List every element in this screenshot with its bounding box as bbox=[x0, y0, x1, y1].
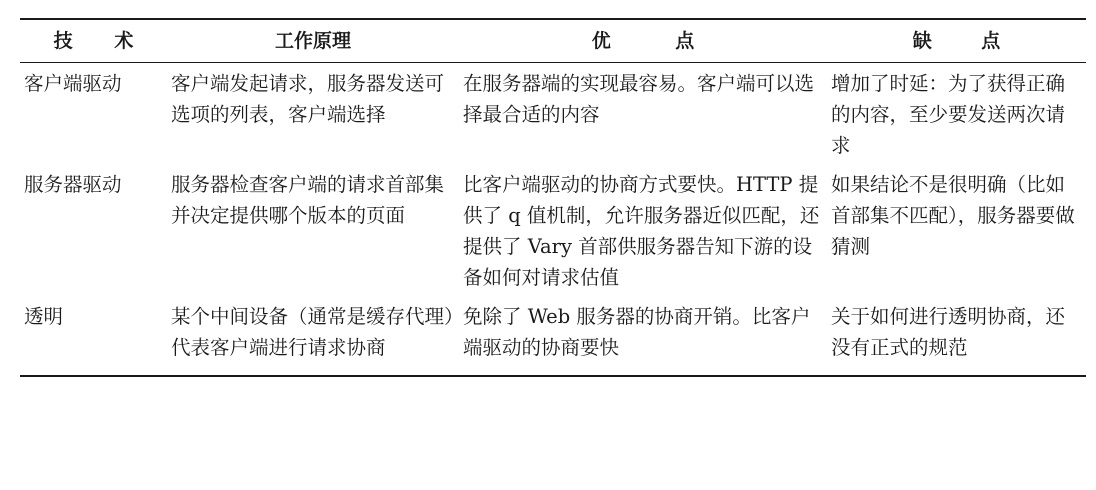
header-disadvantages-part1: 缺 bbox=[912, 29, 932, 52]
cell-disadvantages: 增加了时延：为了获得正确的内容，至少要发送两次请求 bbox=[831, 72, 1066, 157]
cell-technique: 透明 bbox=[24, 305, 64, 328]
cell-technique: 客户端驱动 bbox=[24, 72, 122, 95]
cell-principle: 某个中间设备（通常是缓存代理）代表客户端进行请求协商 bbox=[171, 305, 454, 359]
cell-principle: 服务器检查客户端的请求首部集并决定提供哪个版本的页面 bbox=[171, 173, 445, 227]
header-advantages-part1: 优 bbox=[591, 29, 611, 52]
header-advantages-part2: 点 bbox=[675, 29, 695, 52]
header-advantages bbox=[459, 19, 827, 63]
header-row bbox=[20, 19, 1086, 63]
header-disadvantages bbox=[827, 19, 1086, 63]
cell-principle: 客户端发起请求，服务器发送可选项的列表，客户端选择 bbox=[171, 72, 445, 126]
table-row bbox=[20, 63, 1086, 170]
table-header bbox=[20, 19, 1086, 63]
cell-advantages: 在服务器端的实现最容易。客户端可以选择最合适的内容 bbox=[463, 72, 815, 126]
comparison-table-container bbox=[20, 18, 1086, 377]
table-row bbox=[20, 301, 1086, 376]
header-technique-part1: 技 bbox=[53, 29, 73, 52]
table-body bbox=[20, 63, 1086, 377]
header-disadvantages-part2: 点 bbox=[981, 29, 1001, 52]
cell-disadvantages: 关于如何进行透明协商，还没有正式的规范 bbox=[831, 305, 1066, 359]
negotiation-comparison-table bbox=[20, 18, 1086, 377]
cell-technique: 服务器驱动 bbox=[24, 173, 122, 196]
header-technique-part2: 术 bbox=[114, 29, 134, 52]
header-technique bbox=[20, 19, 167, 63]
table-row bbox=[20, 169, 1086, 301]
header-principle: 工作原理 bbox=[274, 29, 351, 52]
cell-disadvantages: 如果结论不是很明确（比如首部集不匹配），服务器要做猜测 bbox=[831, 173, 1075, 258]
cell-advantages: 免除了 Web 服务器的协商开销。比客户端驱动的协商要快 bbox=[463, 305, 811, 359]
cell-advantages: 比客户端驱动的协商方式要快。HTTP 提供了 q 值机制，允许服务器近似匹配，还提供了 Vary 首部供服务器告知下游的设备如何对请求估值 bbox=[463, 173, 820, 289]
